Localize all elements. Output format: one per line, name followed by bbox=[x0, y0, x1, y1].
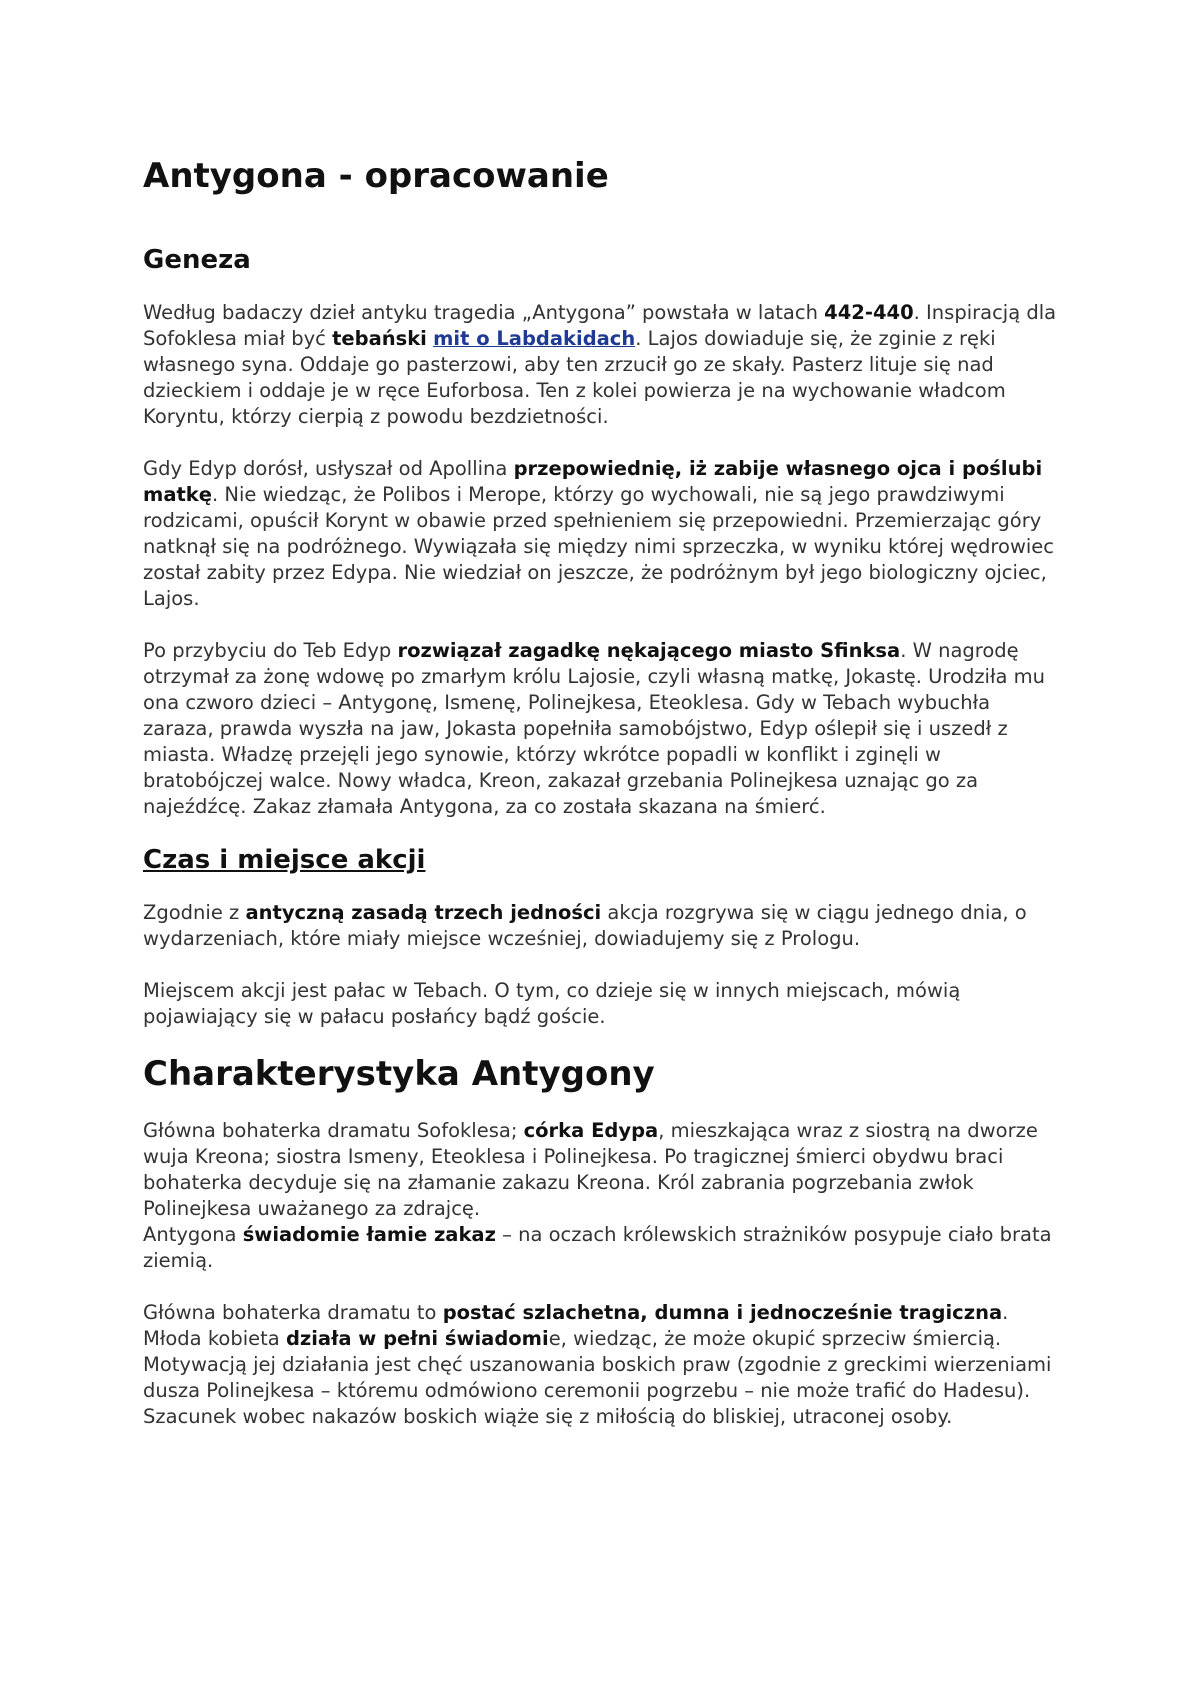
bold-run: świadomie łamie zakaz bbox=[242, 1223, 496, 1246]
text-run: . Nie wiedząc, że Polibos i Merope, którzy go wychowali, nie są jego prawdziwymi rodzicami, opuścił Korynt w obawie przed spełnieniem się przepowiedni. Przemierzając góry natknął się na podróżnego. Wywiązała się między nimi sprzeczka, w wyniku której wędrowiec został zabity przez Edypa. Nie wiedział on jeszcze, że podróżnym był jego biologiczny ojciec, Lajos. bbox=[143, 483, 1055, 610]
text-run: – na oczach królewskich strażników posypuje ciało brata ziemią. bbox=[143, 1223, 1052, 1272]
text-run: . W nagrodę otrzymał za żonę wdowę po zmarłym królu Lajosie, czyli własną matkę, Jokastę. Urodziła mu ona czworo dzieci – Antygonę, Ismenę, Polinejkesa, Eteoklesa. Gdy w Tebach wybuchła zaraza, prawda wyszła na jaw, Jokasta popełniła samobójstwo, Edyp oślepił się i uszedł z miasta. Władzę przejęli jego synowie, którzy wkrótce popadli w konflikt i zginęli w bratobójczej walce. Nowy władca, Kreon, zakazał grzebania Polinejkesa uznając go za najeźdźcę. Zakaz złamała Antygona, za co została skazana na śmierć. bbox=[143, 639, 1046, 818]
bold-run: antyczną zasadą trzech jedności bbox=[245, 901, 602, 924]
page-title: Antygona - opracowanie bbox=[143, 156, 609, 196]
text-run: . Młoda kobieta bbox=[143, 1301, 1009, 1350]
bold-run: 442-440 bbox=[824, 301, 914, 324]
text-run: akcja rozgrywa się w ciągu jednego dnia, o wydarzeniach, które miały miejsce wcześniej, dowiadujemy się z Prologu. bbox=[143, 901, 1027, 950]
text-run: e, wiedząc, że może okupić sprzeciw śmiercią. Motywacją jej działania jest chęć uszanowania boskich praw (zgodnie z greckimi wierzeniami dusza Polinejkesa – któremu odmówiono ceremonii pogrzebu – nie może trafić do Hadesu). Szacunek wobec nakazów boskich wiąże się z miłością do bliskiej, utraconej osoby. bbox=[143, 1327, 1052, 1428]
heading-geneza: Geneza bbox=[143, 245, 251, 275]
document-page bbox=[143, 150, 1063, 1430]
bold-run: postać szlachetna, dumna i jednocześnie tragiczna bbox=[442, 1301, 1003, 1324]
paragraph-charakterystyka-1 bbox=[143, 1118, 1063, 1274]
text-run: , mieszkająca wraz z siostrą na dworze wuja Kreona; siostra Ismeny, Eteoklesa i Polinejkesa. Po tragicznej śmierci obydwu braci bohaterka decyduje się na złamanie zakazu Kreona. Król zabrania pogrzebania zwłok Polinejkesa uważanego za zdrajcę. bbox=[143, 1119, 1038, 1220]
text-run: Według badaczy dzieł antyku tragedia „Antygona” powstała w latach bbox=[143, 301, 825, 324]
paragraph-geneza-1 bbox=[143, 300, 1063, 430]
paragraph-charakterystyka-2 bbox=[143, 1300, 1063, 1430]
heading-czas-i-miejsce: Czas i miejsce akcji bbox=[143, 845, 426, 875]
bold-run: przepowiednię, iż zabije własnego ojca i poślubi matkę bbox=[143, 457, 1043, 506]
text-run: Zgodnie z bbox=[143, 901, 246, 924]
bold-run: rozwiązał zagadkę nękającego miasto Sfinksa bbox=[397, 639, 901, 662]
bold-run: działa w pełni świadomi bbox=[285, 1327, 549, 1350]
heading-charakterystyka: Charakterystyka Antygony bbox=[143, 1054, 655, 1094]
labdakidzi-link[interactable]: mit o Labdakidach bbox=[433, 327, 636, 350]
text-run: Główna bohaterka dramatu Sofoklesa; bbox=[143, 1119, 524, 1142]
bold-run: tebański bbox=[332, 327, 427, 350]
text-run: Główna bohaterka dramatu to bbox=[143, 1301, 443, 1324]
paragraph-geneza-3 bbox=[143, 638, 1063, 820]
text-run: . Lajos dowiaduje się, że zginie z ręki własnego syna. Oddaje go pasterzowi, aby ten zrzucił go ze skały. Pasterz lituje się nad dzieckiem i oddaje je w ręce Euforbosa. Ten z kolei powierza je na wychowanie władcom Koryntu, którzy cierpią z powodu bezdzietności. bbox=[143, 327, 1006, 428]
bold-run: córka Edypa bbox=[523, 1119, 659, 1142]
paragraph-czas-2 bbox=[143, 978, 1063, 1030]
paragraph-czas-1 bbox=[143, 900, 1063, 952]
text-run: . Inspiracją dla Sofoklesa miał być bbox=[143, 301, 1057, 350]
text-run: Gdy Edyp dorósł, usłyszał od Apollina bbox=[143, 457, 514, 480]
paragraph-geneza-2 bbox=[143, 456, 1063, 612]
text-run: Antygona bbox=[143, 1223, 243, 1246]
text-run: Miejscem akcji jest pałac w Tebach. O tym, co dzieje się w innych miejscach, mówią pojawiający się w pałacu posłańcy bądź goście. bbox=[143, 979, 961, 1028]
text-run: Po przybyciu do Teb Edyp bbox=[143, 639, 398, 662]
